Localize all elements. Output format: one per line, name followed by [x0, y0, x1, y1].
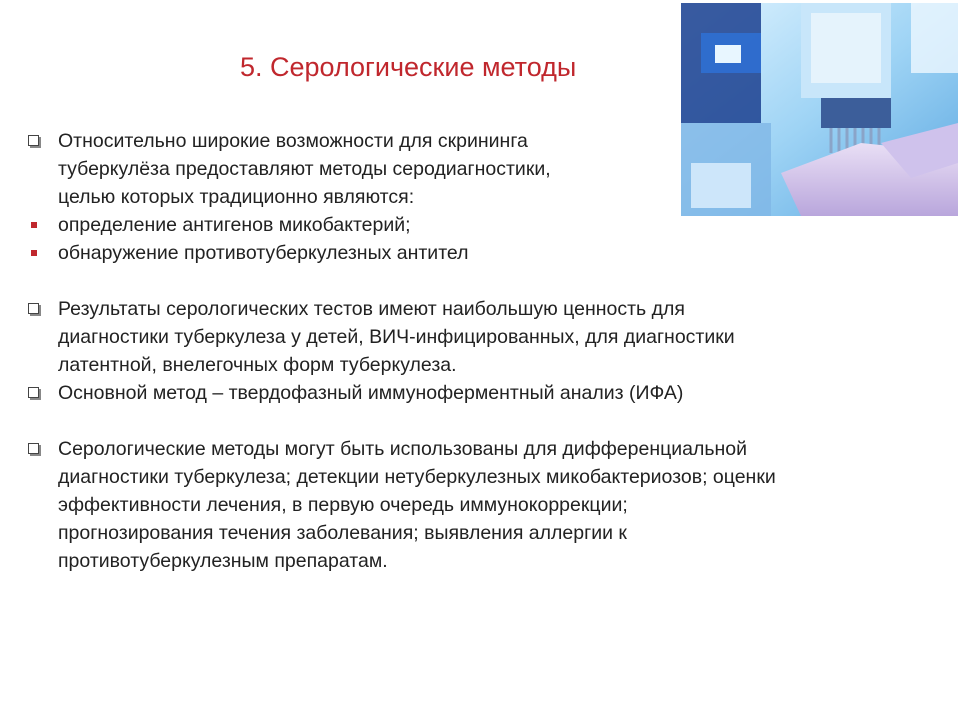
checkbox-bullet-icon [28, 127, 48, 155]
square-bullet-icon [28, 211, 48, 239]
item-text: целью которых традиционно являются: [58, 186, 415, 208]
item-text: латентной, внелегочных форм туберкулеза. [58, 354, 457, 376]
item-text: прогнозирования течения заболевания; выявления аллергии к [58, 522, 627, 544]
item-text: туберкулёза предоставляют методы серодиагностики, [58, 158, 551, 180]
item-text: Основной метод – твердофазный иммуноферментный анализ (ИФА) [58, 382, 684, 404]
list-item [28, 435, 948, 575]
checkbox-bullet-icon [28, 295, 48, 323]
item-text: диагностики туберкулеза у детей, ВИЧ-инфицированных, для диагностики [58, 326, 735, 348]
list-item [28, 379, 948, 407]
content-list [28, 127, 948, 575]
item-text: эффективности лечения, в первую очередь иммунокоррекции; [58, 494, 628, 516]
list-item [28, 211, 948, 239]
item-text: Серологические методы могут быть использованы для дифференциальной [58, 438, 748, 460]
checkbox-bullet-icon [28, 435, 48, 463]
item-text: определение антигенов микобактерий; [58, 214, 411, 236]
item-text: Относительно широкие возможности для скрининга [58, 130, 528, 152]
item-text: диагностики туберкулеза; детекции нетуберкулезных микобактериозов; оценки [58, 466, 776, 488]
item-text: обнаружение противотуберкулезных антител [58, 242, 469, 264]
item-text: противотуберкулезным препаратам. [58, 550, 388, 572]
list-item [28, 127, 948, 211]
square-bullet-icon [28, 239, 48, 267]
item-text: Результаты серологических тестов имеют наибольшую ценность для [58, 298, 685, 320]
slide-title: 5. Серологические методы [240, 52, 577, 82]
list-item [28, 239, 948, 267]
list-item [28, 295, 948, 379]
checkbox-bullet-icon [28, 379, 48, 407]
